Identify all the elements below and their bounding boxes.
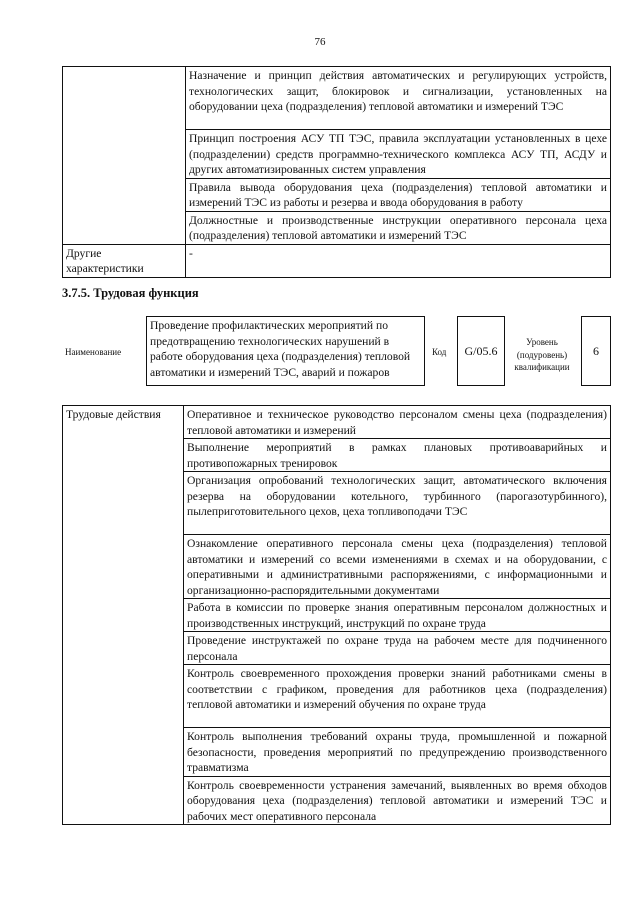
- knowledge-label-cell: [63, 67, 186, 245]
- page-number: 76: [314, 36, 326, 48]
- knowledge-item: Должностные и производственные инструкции оперативного персонала цеха (подразделения) тепловой автоматики и измерений ТЭС: [186, 211, 611, 244]
- knowledge-item: Правила вывода оборудования цеха (подразделения) тепловой автоматики и измерений ТЭС из работы и резерва и ввода оборудования в работу: [186, 178, 611, 211]
- other-characteristics-value: -: [186, 244, 611, 277]
- knowledge-item: Назначение и принцип действия автоматических и регулирующих устройств, технологических защит, блокировок и сигнализации, установленных на оборудовании цеха (подразделения) тепловой автоматики и измерений ТЭС: [186, 67, 611, 130]
- labor-action-item: Контроль своевременного прохождения проверки знаний работниками смены в соответствии с графиком, проведения для работников цеха (подразделения) тепловой автоматики и измерений обучения по охране труда: [184, 665, 611, 728]
- table-row: [63, 406, 611, 439]
- labor-action-item: Работа в комиссии по проверке знания оперативным персоналом должностных и производственных инструкций, инструкций по охране труда: [184, 599, 611, 632]
- code-label: Код: [432, 347, 447, 357]
- function-name: Проведение профилактических мероприятий по предотвращению технологических нарушений в работе оборудования цеха (подразделения) тепловой автоматики и измерений ТЭС, аварий и пожаров: [146, 316, 425, 386]
- knowledge-table: [62, 66, 611, 278]
- labor-action-item: Контроль своевременности устранения замечаний, выявленных во время обходов оборудования цеха (подразделения) тепловой автоматики и измерений ТЭС и рабочих мест оперативного персонала: [184, 776, 611, 825]
- labor-actions-label: Трудовые действия: [63, 406, 184, 825]
- other-characteristics-label: Другие характеристики: [63, 244, 186, 277]
- labor-action-item: Организация опробований технологических защит, автоматического включения резерва на оборудовании котельного, турбинного (парогазотурбинного), пылеприготовительного цехов, цеха топливоподачи ТЭС: [184, 472, 611, 535]
- labor-action-item: Оперативное и техническое руководство персоналом смены цеха (подразделения) тепловой автоматики и измерений: [184, 406, 611, 439]
- function-code: G/05.6: [457, 316, 505, 386]
- labor-action-item: Ознакомление оперативного персонала смены цеха (подразделения) тепловой автоматики и измерений со всеми изменениями в схемах и на оборудовании, с оперативными и административными распоряжениями, с информационными и организационно-распорядительными документами: [184, 535, 611, 599]
- labor-action-item: Проведение инструктажей по охране труда на рабочем месте для подчиненного персонала: [184, 632, 611, 665]
- qualification-level-label: Уровень (подуровень) квалификации: [514, 337, 570, 372]
- table-row: [63, 244, 611, 277]
- labor-action-item: Контроль выполнения требований охраны труда, промышленной и пожарной безопасности, проведения мероприятий по предупреждению производственного травматизма: [184, 728, 611, 777]
- labor-actions-table: [62, 405, 611, 825]
- table-row: [63, 67, 611, 130]
- name-label: Наименование: [65, 347, 122, 357]
- section-heading: 3.7.5. Трудовая функция: [62, 286, 199, 300]
- knowledge-item: Принцип построения АСУ ТП ТЭС, правила эксплуатации установленных в цехе (подразделении) средств программно-технического комплекса АСУ ТП, АСДУ и других автоматизированных систем управления: [186, 130, 611, 179]
- qualification-level-value: 6: [581, 316, 611, 386]
- labor-action-item: Выполнение мероприятий в рамках плановых противоаварийных и противопожарных тренировок: [184, 439, 611, 472]
